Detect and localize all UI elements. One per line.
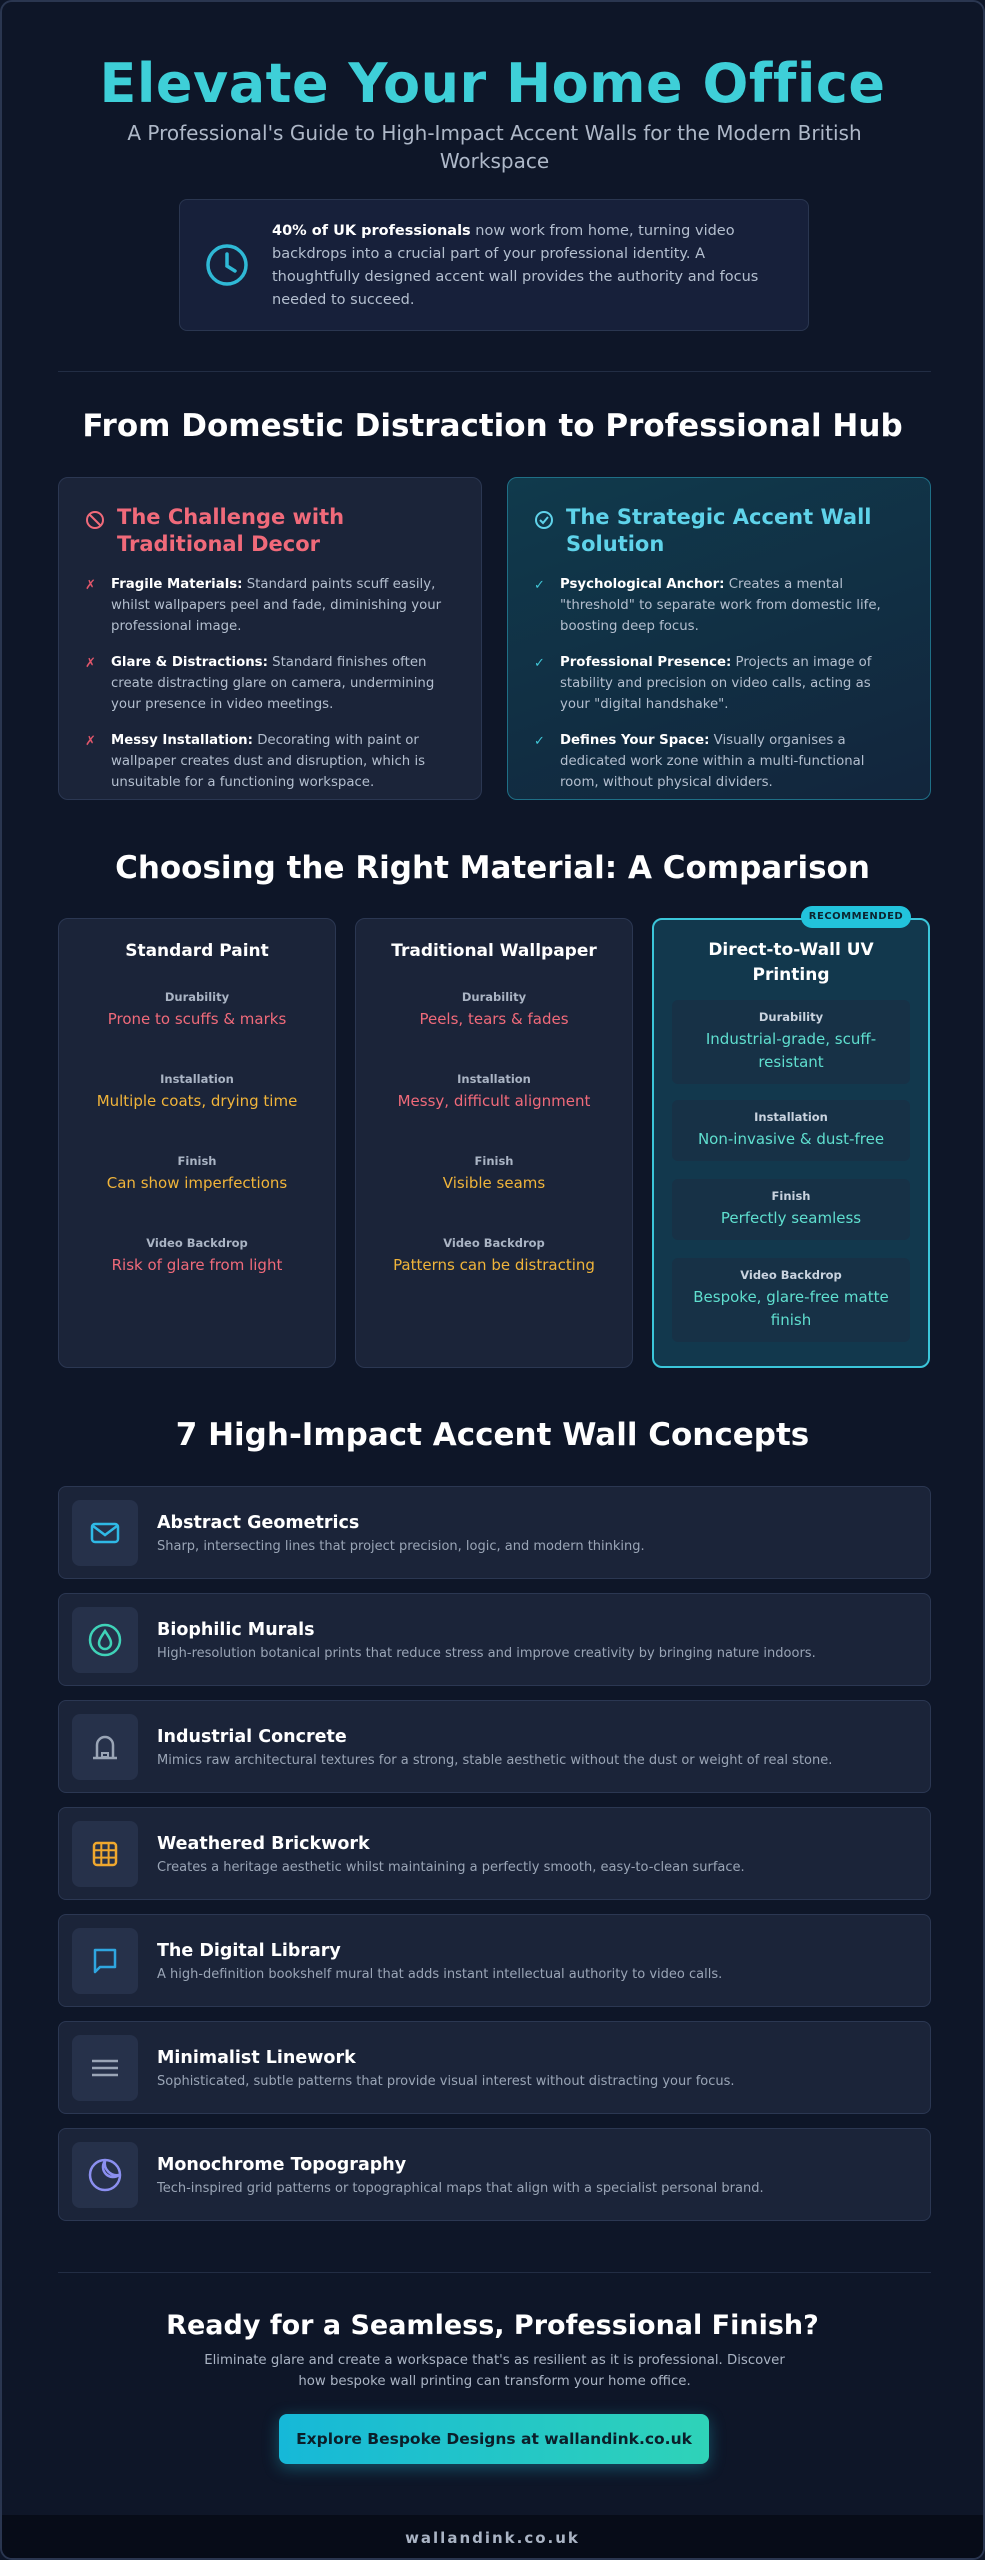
concept-title: Minimalist Linework	[157, 2048, 356, 2068]
chat-bubble-icon	[88, 1944, 122, 1978]
stat-body: now work from home, turning video backdrops into a crucial part of your professional identity. A thoughtfully designed accent wall provides the authority and focus needed to succeed.	[272, 223, 759, 308]
cross-icon: ✗	[85, 734, 96, 749]
comparison-column-wallpaper	[355, 918, 633, 1368]
cross-icon: ✗	[85, 656, 96, 671]
check-icon: ✓	[534, 734, 545, 749]
concept-desc: High-resolution botanical prints that reduce stress and improve creativity by bringing nature indoors.	[157, 1646, 816, 1661]
column-title: Direct-to-Wall UV Printing	[708, 940, 874, 985]
page-title: Elevate Your Home Office	[99, 52, 886, 115]
comparison-row: Video Backdrop Bespoke, glare-free matte finish	[672, 1258, 910, 1342]
comparison-row: Installation Non-invasive & dust-free	[672, 1100, 910, 1161]
concept-title: Abstract Geometrics	[157, 1513, 360, 1533]
column-title: Standard Paint	[125, 941, 269, 961]
challenge-item: ✗ Glare & Distractions: Standard finishes often create distracting glare on camera, undermining your presence in video meetings.	[85, 652, 455, 715]
comparison-column-uv-printing	[652, 918, 930, 1368]
envelope-icon	[88, 1516, 122, 1550]
challenge-item: ✗ Messy Installation: Decorating with paint or wallpaper creates dust and disruption, which is unsuitable for a functioning workspace.	[85, 730, 455, 793]
concept-title: Industrial Concrete	[157, 1727, 347, 1747]
section-title-concepts: 7 High-Impact Accent Wall Concepts	[175, 1417, 810, 1453]
concept-card	[58, 1593, 931, 1686]
concept-card	[58, 2128, 931, 2221]
divider	[58, 2272, 931, 2273]
challenge-panel	[58, 477, 482, 800]
prohibited-icon	[85, 510, 105, 530]
lines-icon	[88, 2051, 122, 2085]
concept-desc: Mimics raw architectural textures for a strong, stable aesthetic without the dust or weight of real stone.	[157, 1753, 833, 1768]
footer-domain: wallandink.co.uk	[2, 2515, 983, 2560]
comparison-row: Durability Peels, tears & fades	[419, 990, 569, 1028]
moon-icon	[87, 2157, 123, 2193]
concept-desc: Sophisticated, subtle patterns that provide visual interest without distracting your focus.	[157, 2074, 735, 2089]
concept-title: Monochrome Topography	[157, 2155, 407, 2175]
check-icon: ✓	[534, 578, 545, 593]
concept-card	[58, 2021, 931, 2114]
concept-card	[58, 1486, 931, 1579]
stat-callout	[179, 199, 809, 331]
cross-icon: ✗	[85, 578, 96, 593]
comparison-row: Finish Visible seams	[442, 1154, 546, 1192]
section-title-comparison: Choosing the Right Material: A Comparison	[115, 850, 870, 886]
solution-item: ✓ Psychological Anchor: Creates a mental "threshold" to separate work from domestic life, boosting deep focus.	[534, 574, 904, 637]
divider	[58, 371, 931, 372]
clock-icon	[204, 242, 250, 288]
check-icon: ✓	[534, 656, 545, 671]
solution-panel	[507, 477, 931, 800]
concept-card	[58, 1807, 931, 1900]
stat-highlight: 40% of UK professionals	[272, 223, 471, 239]
comparison-row: Video Backdrop Patterns can be distracting	[393, 1236, 595, 1274]
concept-title: The Digital Library	[157, 1941, 341, 1961]
challenge-title: The Challenge with Traditional Decor	[117, 505, 345, 556]
recommended-badge: RECOMMENDED	[801, 906, 911, 928]
concept-title: Biophilic Murals	[157, 1620, 315, 1640]
comparison-row: Video Backdrop Risk of glare from light	[111, 1236, 283, 1274]
comparison-row: Durability Prone to scuffs & marks	[107, 990, 287, 1028]
concept-desc: Creates a heritage aesthetic whilst maintaining a perfectly smooth, easy-to-clean surface.	[157, 1860, 745, 1875]
page-subtitle: A Professional's Guide to High-Impact Accent Walls for the Modern British Workspace	[127, 121, 862, 173]
comparison-row: Finish Perfectly seamless	[672, 1179, 910, 1240]
comparison-column-paint	[58, 918, 336, 1368]
comparison-row: Durability Industrial-grade, scuff-resistant	[672, 1000, 910, 1084]
comparison-row: Installation Messy, difficult alignment	[397, 1072, 591, 1110]
comparison-row: Installation Multiple coats, drying time	[96, 1072, 298, 1110]
explore-designs-button[interactable]: Explore Bespoke Designs at wallandink.co.uk	[279, 2414, 709, 2464]
check-circle-icon	[534, 510, 554, 530]
concept-title: Weathered Brickwork	[157, 1834, 370, 1854]
solution-title: The Strategic Accent Wall Solution	[566, 505, 872, 556]
concept-card	[58, 1700, 931, 1793]
water-drop-icon	[87, 1622, 123, 1658]
challenge-item: ✗ Fragile Materials: Standard paints scuff easily, whilst wallpapers peel and fade, diminishing your professional image.	[85, 574, 455, 637]
cta-title: Ready for a Seamless, Professional Finish?	[166, 2310, 819, 2341]
concept-desc: Sharp, intersecting lines that project precision, logic, and modern thinking.	[157, 1539, 645, 1554]
concept-desc: A high-definition bookshelf mural that adds instant intellectual authority to video calls.	[157, 1967, 723, 1982]
column-title: Traditional Wallpaper	[391, 941, 597, 961]
arch-icon	[88, 1730, 122, 1764]
stat-text	[272, 220, 782, 312]
concept-desc: Tech-inspired grid patterns or topographical maps that align with a specialist personal brand.	[157, 2181, 764, 2196]
cta-text: Eliminate glare and create a workspace that's as resilient as it is professional. Discover how bespoke wall printing can transform your home office.	[204, 2353, 785, 2389]
grid-icon	[88, 1837, 122, 1871]
section-title-distraction: From Domestic Distraction to Professional Hub	[82, 408, 903, 444]
solution-item: ✓ Professional Presence: Projects an image of stability and precision on video calls, acting as your "digital handshake".	[534, 652, 904, 715]
solution-item: ✓ Defines Your Space: Visually organises a dedicated work zone within a multi-functional room, without physical dividers.	[534, 730, 904, 793]
concept-card	[58, 1914, 931, 2007]
comparison-row: Finish Can show imperfections	[106, 1154, 288, 1192]
